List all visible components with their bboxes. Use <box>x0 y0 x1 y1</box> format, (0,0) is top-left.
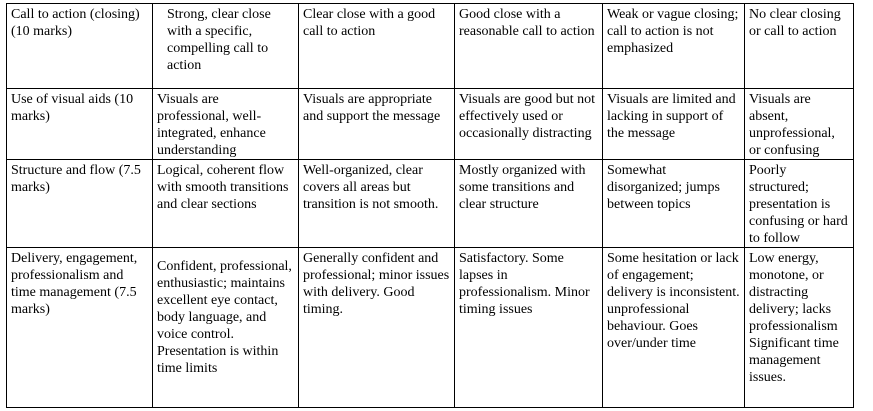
level-cell-satisfactory: Mostly organized with some transitions and clear structure <box>455 160 603 248</box>
level-cell-excellent: Visuals are professional, well-integrated, enhance understanding <box>153 89 299 160</box>
level-cell-poor: No clear closing or call to action <box>745 4 854 89</box>
level-cell-satisfactory: Visuals are good but not effectively used or occasionally distracting <box>455 89 603 160</box>
criterion-cell: Delivery, engagement, professionalism and time management (7.5 marks) <box>7 248 153 408</box>
level-cell-poor: Poorly structured; presentation is confusing or hard to follow <box>745 160 854 248</box>
level-cell-excellent: Confident, professional, enthusiastic; maintains excellent eye contact, body language, and voice control. Presentation is within time limits <box>153 248 299 408</box>
criterion-cell: Use of visual aids (10 marks) <box>7 89 153 160</box>
table-row <box>7 160 854 248</box>
level-cell-good: Well-organized, clear covers all areas but transition is not smooth. <box>299 160 455 248</box>
level-cell-poor: Visuals are absent, unprofessional, or confusing <box>745 89 854 160</box>
criterion-cell: Structure and flow (7.5 marks) <box>7 160 153 248</box>
level-cell-weak: Visuals are limited and lacking in support of the message <box>603 89 745 160</box>
level-cell-good: Clear close with a good call to action <box>299 4 455 89</box>
table-row <box>7 248 854 408</box>
level-cell-weak: Somewhat disorganized; jumps between topics <box>603 160 745 248</box>
rubric-table <box>6 3 854 408</box>
level-cell-excellent: Logical, coherent flow with smooth transitions and clear sections <box>153 160 299 248</box>
level-cell-weak: Weak or vague closing; call to action is not emphasized <box>603 4 745 89</box>
table-row <box>7 4 854 89</box>
level-cell-satisfactory: Satisfactory. Some lapses in professionalism. Minor timing issues <box>455 248 603 408</box>
criterion-cell: Call to action (closing) (10 marks) <box>7 4 153 89</box>
level-cell-good: Generally confident and professional; minor issues with delivery. Good timing. <box>299 248 455 408</box>
level-cell-satisfactory: Good close with a reasonable call to action <box>455 4 603 89</box>
level-cell-excellent: Strong, clear close with a specific, compelling call to action <box>153 4 299 89</box>
level-cell-poor: Low energy, monotone, or distracting delivery; lacks professionalism Significant time management issues. <box>745 248 854 408</box>
table-row <box>7 89 854 160</box>
level-cell-good: Visuals are appropriate and support the message <box>299 89 455 160</box>
level-cell-weak: Some hesitation or lack of engagement; delivery is inconsistent. unprofessional behaviour. Goes over/under time <box>603 248 745 408</box>
